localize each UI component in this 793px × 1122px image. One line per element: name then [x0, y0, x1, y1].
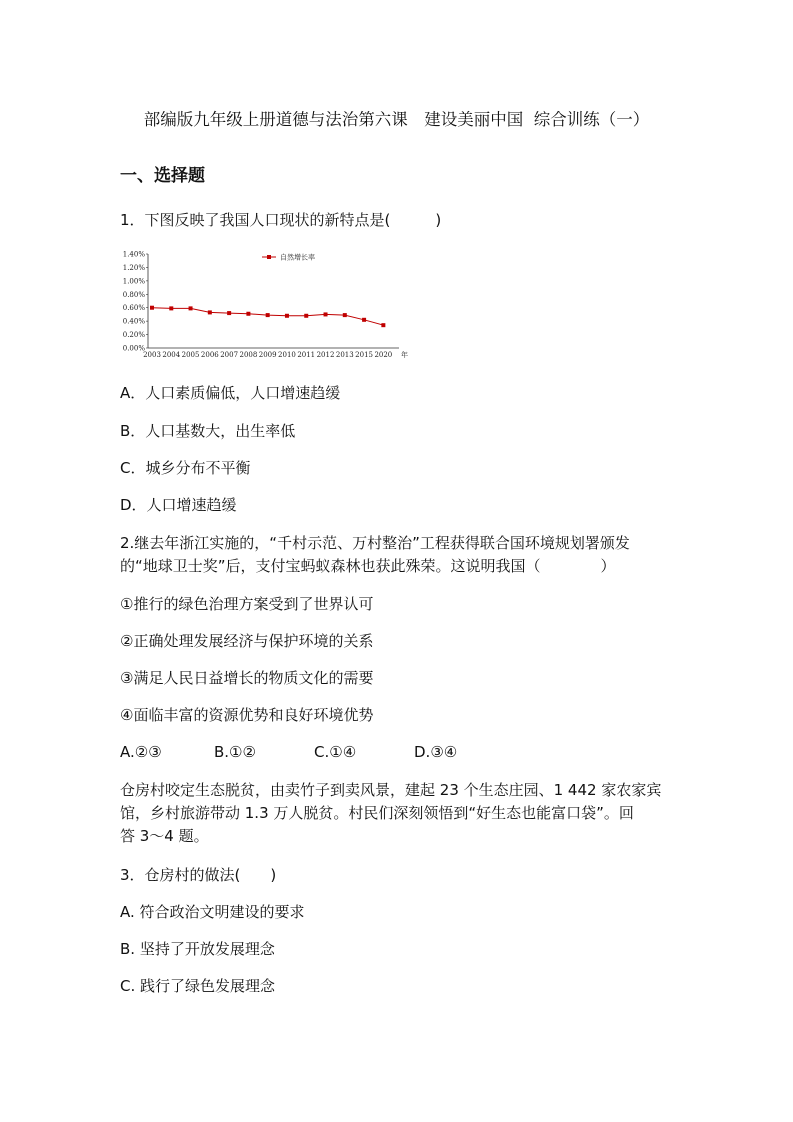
- q2-option-d: D.③④: [414, 743, 458, 761]
- q2-statement-1: ①推行的绿色治理方案受到了世界认可: [120, 595, 374, 613]
- x-tick-label: 2020: [374, 351, 393, 359]
- data-point: [266, 313, 270, 317]
- q3-stem: 3．仓房村的做法( ): [120, 866, 277, 884]
- x-tick-label: 2012: [316, 351, 335, 359]
- q1-option-b: B．人口基数大，出生率低: [120, 422, 296, 440]
- legend-label: 自然增长率: [280, 253, 315, 262]
- data-point: [362, 318, 366, 322]
- q3-option-c: C. 践行了绿色发展理念: [120, 977, 276, 995]
- population-growth-chart: [117, 243, 417, 361]
- passage-line-1: 仓房村咬定生态脱贫，由卖竹子到卖风景，建起 23 个生态庄园、1 442 家农家宾: [120, 781, 662, 799]
- y-tick-label: 1.20%: [122, 263, 145, 272]
- q2-option-a: A.②③: [120, 743, 162, 761]
- x-tick-label: 2005: [181, 351, 200, 359]
- x-tick-label: 2010: [278, 351, 296, 359]
- data-point: [324, 312, 328, 316]
- q1-option-d: D．人口增速趋缓: [120, 496, 237, 514]
- q1-option-a: A．人口素质偏低，人口增速趋缓: [120, 384, 341, 402]
- x-tick-label: 2011: [297, 351, 316, 359]
- q2-statement-3: ③满足人民日益增长的物质文化的需要: [120, 669, 374, 687]
- data-point: [343, 313, 347, 317]
- data-point: [246, 312, 250, 316]
- q2-stem-line2: 的“地球卫士奖”后，支付宝蚂蚁森林也获此殊荣。这说明我国（ ）: [120, 557, 616, 575]
- data-point: [169, 306, 173, 310]
- data-point: [189, 306, 193, 310]
- x-tick-label: 2007: [220, 351, 239, 359]
- y-tick-label: 0.00%: [122, 344, 145, 353]
- passage-line-3: 答 3～4 题。: [120, 827, 209, 845]
- y-tick-label: 0.20%: [122, 331, 145, 340]
- x-tick-label: 2003: [143, 351, 161, 359]
- x-tick-label: 2006: [200, 351, 219, 359]
- data-point: [304, 314, 308, 318]
- data-point: [381, 323, 385, 327]
- data-point: [150, 306, 154, 310]
- q2-option-c: C.①④: [314, 743, 357, 761]
- data-point: [208, 310, 212, 314]
- y-tick-label: 0.80%: [122, 290, 145, 299]
- q2-stem-line1: 2.继去年浙江实施的，“千村示范、万村整治”工程获得联合国环境规划署颁发: [120, 534, 630, 552]
- q3-option-b: B. 坚持了开放发展理念: [120, 940, 275, 958]
- q1-option-c: C．城乡分布不平衡: [120, 459, 251, 477]
- y-tick-label: 1.00%: [122, 277, 145, 286]
- q2-options: [120, 742, 520, 762]
- x-unit-label: 年: [401, 351, 408, 359]
- x-tick-label: 2015: [355, 351, 373, 359]
- data-point: [285, 314, 289, 318]
- q2-statement-2: ②正确处理发展经济与保护环境的关系: [120, 632, 374, 650]
- x-tick-label: 2009: [258, 351, 277, 359]
- q3-option-a: A. 符合政治文明建设的要求: [120, 903, 305, 921]
- data-point: [227, 311, 231, 315]
- passage-line-2: 馆，乡村旅游带动 1.3 万人脱贫。村民们深刻领悟到“好生态也能富口袋”。回: [120, 804, 634, 822]
- q1-stem: 1．下图反映了我国人口现状的新特点是( ): [120, 211, 442, 229]
- q2-statement-4: ④面临丰富的资源优势和良好环境优势: [120, 706, 374, 724]
- page-title: 部编版九年级上册道德与法治第六课 建设美丽中国 综合训练（一）: [143, 110, 650, 129]
- x-tick-label: 2004: [162, 351, 181, 359]
- section-heading: 一、选择题: [120, 166, 205, 186]
- y-tick-label: 0.60%: [122, 304, 145, 313]
- x-tick-label: 2008: [239, 351, 258, 359]
- x-tick-label: 2013: [335, 351, 354, 359]
- y-tick-label: 0.40%: [122, 317, 145, 326]
- plot-area: [148, 254, 399, 348]
- q2-option-b: B.①②: [214, 743, 256, 761]
- y-tick-label: 1.40%: [122, 250, 145, 259]
- legend-marker: [267, 255, 271, 259]
